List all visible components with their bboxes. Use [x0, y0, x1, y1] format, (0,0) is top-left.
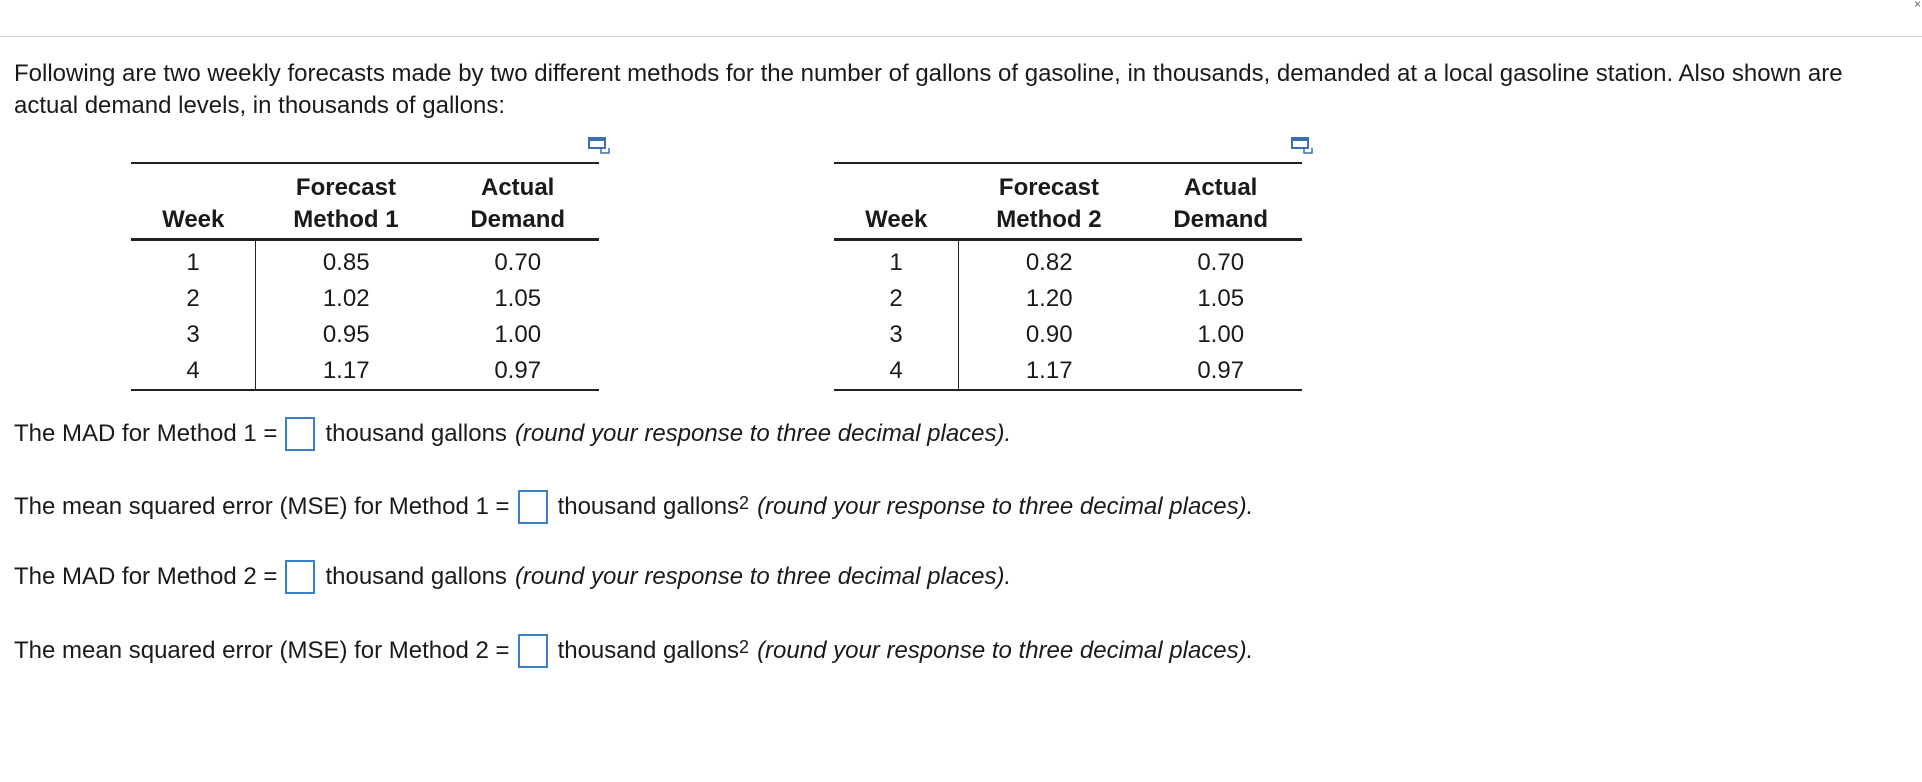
unit-exponent: 2: [739, 493, 750, 513]
table-header: Week: [834, 204, 959, 240]
close-icon[interactable]: ×: [1914, 0, 1922, 11]
table-cell: 0.90: [1025, 321, 1073, 348]
table-cell: 1.20: [1025, 285, 1073, 312]
table-header: [131, 163, 256, 204]
question-prefix: The MAD for Method 2 =: [14, 563, 278, 590]
table-row: [131, 281, 599, 317]
rounding-note: (round your response to three decimal places).: [757, 493, 1254, 520]
table-row: [834, 317, 1302, 353]
table-cell: 1: [834, 240, 959, 282]
rounding-note: (round your response to three decimal places).: [757, 637, 1254, 664]
problem-intro: Following are two weekly forecasts made by two different methods for the number of gallons of gasoline, in thousands, demanded at a local gasoline station. Also shown are actual demand levels, in thousands of gallons:: [14, 60, 1843, 119]
question-prefix: The mean squared error (MSE) for Method 2 =: [14, 637, 510, 664]
table-header: Method 1: [256, 204, 437, 240]
popout-icon[interactable]: [587, 136, 611, 156]
table-header: Demand: [1139, 204, 1302, 240]
question-mse-method-1: [14, 490, 1253, 524]
table-row: [131, 240, 599, 282]
table-header: Actual: [1139, 163, 1302, 204]
top-divider: [0, 36, 1922, 37]
rounding-note: (round your response to three decimal places).: [514, 563, 1012, 590]
question-unit: thousand gallons: [325, 563, 507, 590]
table-cell: 3: [131, 317, 256, 353]
table-cell: 4: [834, 353, 959, 390]
forecast-table-method-2: [834, 130, 1302, 391]
unit-exponent: 2: [739, 637, 750, 657]
table-row: [131, 353, 599, 390]
table-cell: 0.97: [436, 353, 599, 390]
table-cell: 0.85: [322, 249, 370, 276]
question-mse-method-2: [14, 634, 1253, 668]
table-cell: 0.95: [322, 321, 370, 348]
mse-method-2-input[interactable]: [518, 634, 548, 668]
question-unit: thousand gallons: [557, 637, 740, 664]
table-cell: 0.82: [1025, 249, 1073, 276]
table-cell: 1.17: [959, 353, 1140, 390]
rounding-note: (round your response to three decimal places).: [514, 420, 1012, 447]
table-cell: 1.00: [1197, 321, 1245, 348]
table-row: [834, 353, 1302, 390]
table-cell: 1.02: [322, 285, 370, 312]
question-unit: thousand gallons: [325, 420, 507, 447]
question-prefix: The MAD for Method 1 =: [14, 420, 278, 447]
mad-method-1-input[interactable]: [285, 417, 315, 451]
table-cell: 1.05: [494, 285, 542, 312]
table-header: Demand: [436, 204, 599, 240]
table-cell: 0.70: [1197, 249, 1245, 276]
forecast-table-method-1: [131, 130, 599, 391]
table-cell: 2: [834, 281, 959, 317]
table-row: [834, 281, 1302, 317]
table-cell: 0.70: [494, 249, 542, 276]
table-header: Forecast: [256, 163, 437, 204]
table-row: [834, 240, 1302, 282]
table-cell: 4: [131, 353, 256, 390]
table-cell: 3: [834, 317, 959, 353]
table-cell: 0.97: [1139, 353, 1302, 390]
table-cell: 2: [131, 281, 256, 317]
table-header: [834, 163, 959, 204]
table-header: Method 2: [959, 204, 1140, 240]
table-cell: 1.00: [494, 321, 542, 348]
question-unit: thousand gallons: [557, 493, 740, 520]
table-row: [131, 317, 599, 353]
question-mad-method-1: [14, 417, 1011, 451]
table-header: Actual: [436, 163, 599, 204]
mad-method-2-input[interactable]: [285, 560, 315, 594]
table-cell: 1.17: [256, 353, 437, 390]
table-header: Forecast: [959, 163, 1140, 204]
table-cell: 1: [131, 240, 256, 282]
table-header: Week: [131, 204, 256, 240]
table-cell: 1.05: [1197, 285, 1245, 312]
question-prefix: The mean squared error (MSE) for Method 1 =: [14, 493, 510, 520]
mse-method-1-input[interactable]: [518, 490, 548, 524]
question-mad-method-2: [14, 560, 1011, 594]
popout-icon[interactable]: [1290, 136, 1314, 156]
